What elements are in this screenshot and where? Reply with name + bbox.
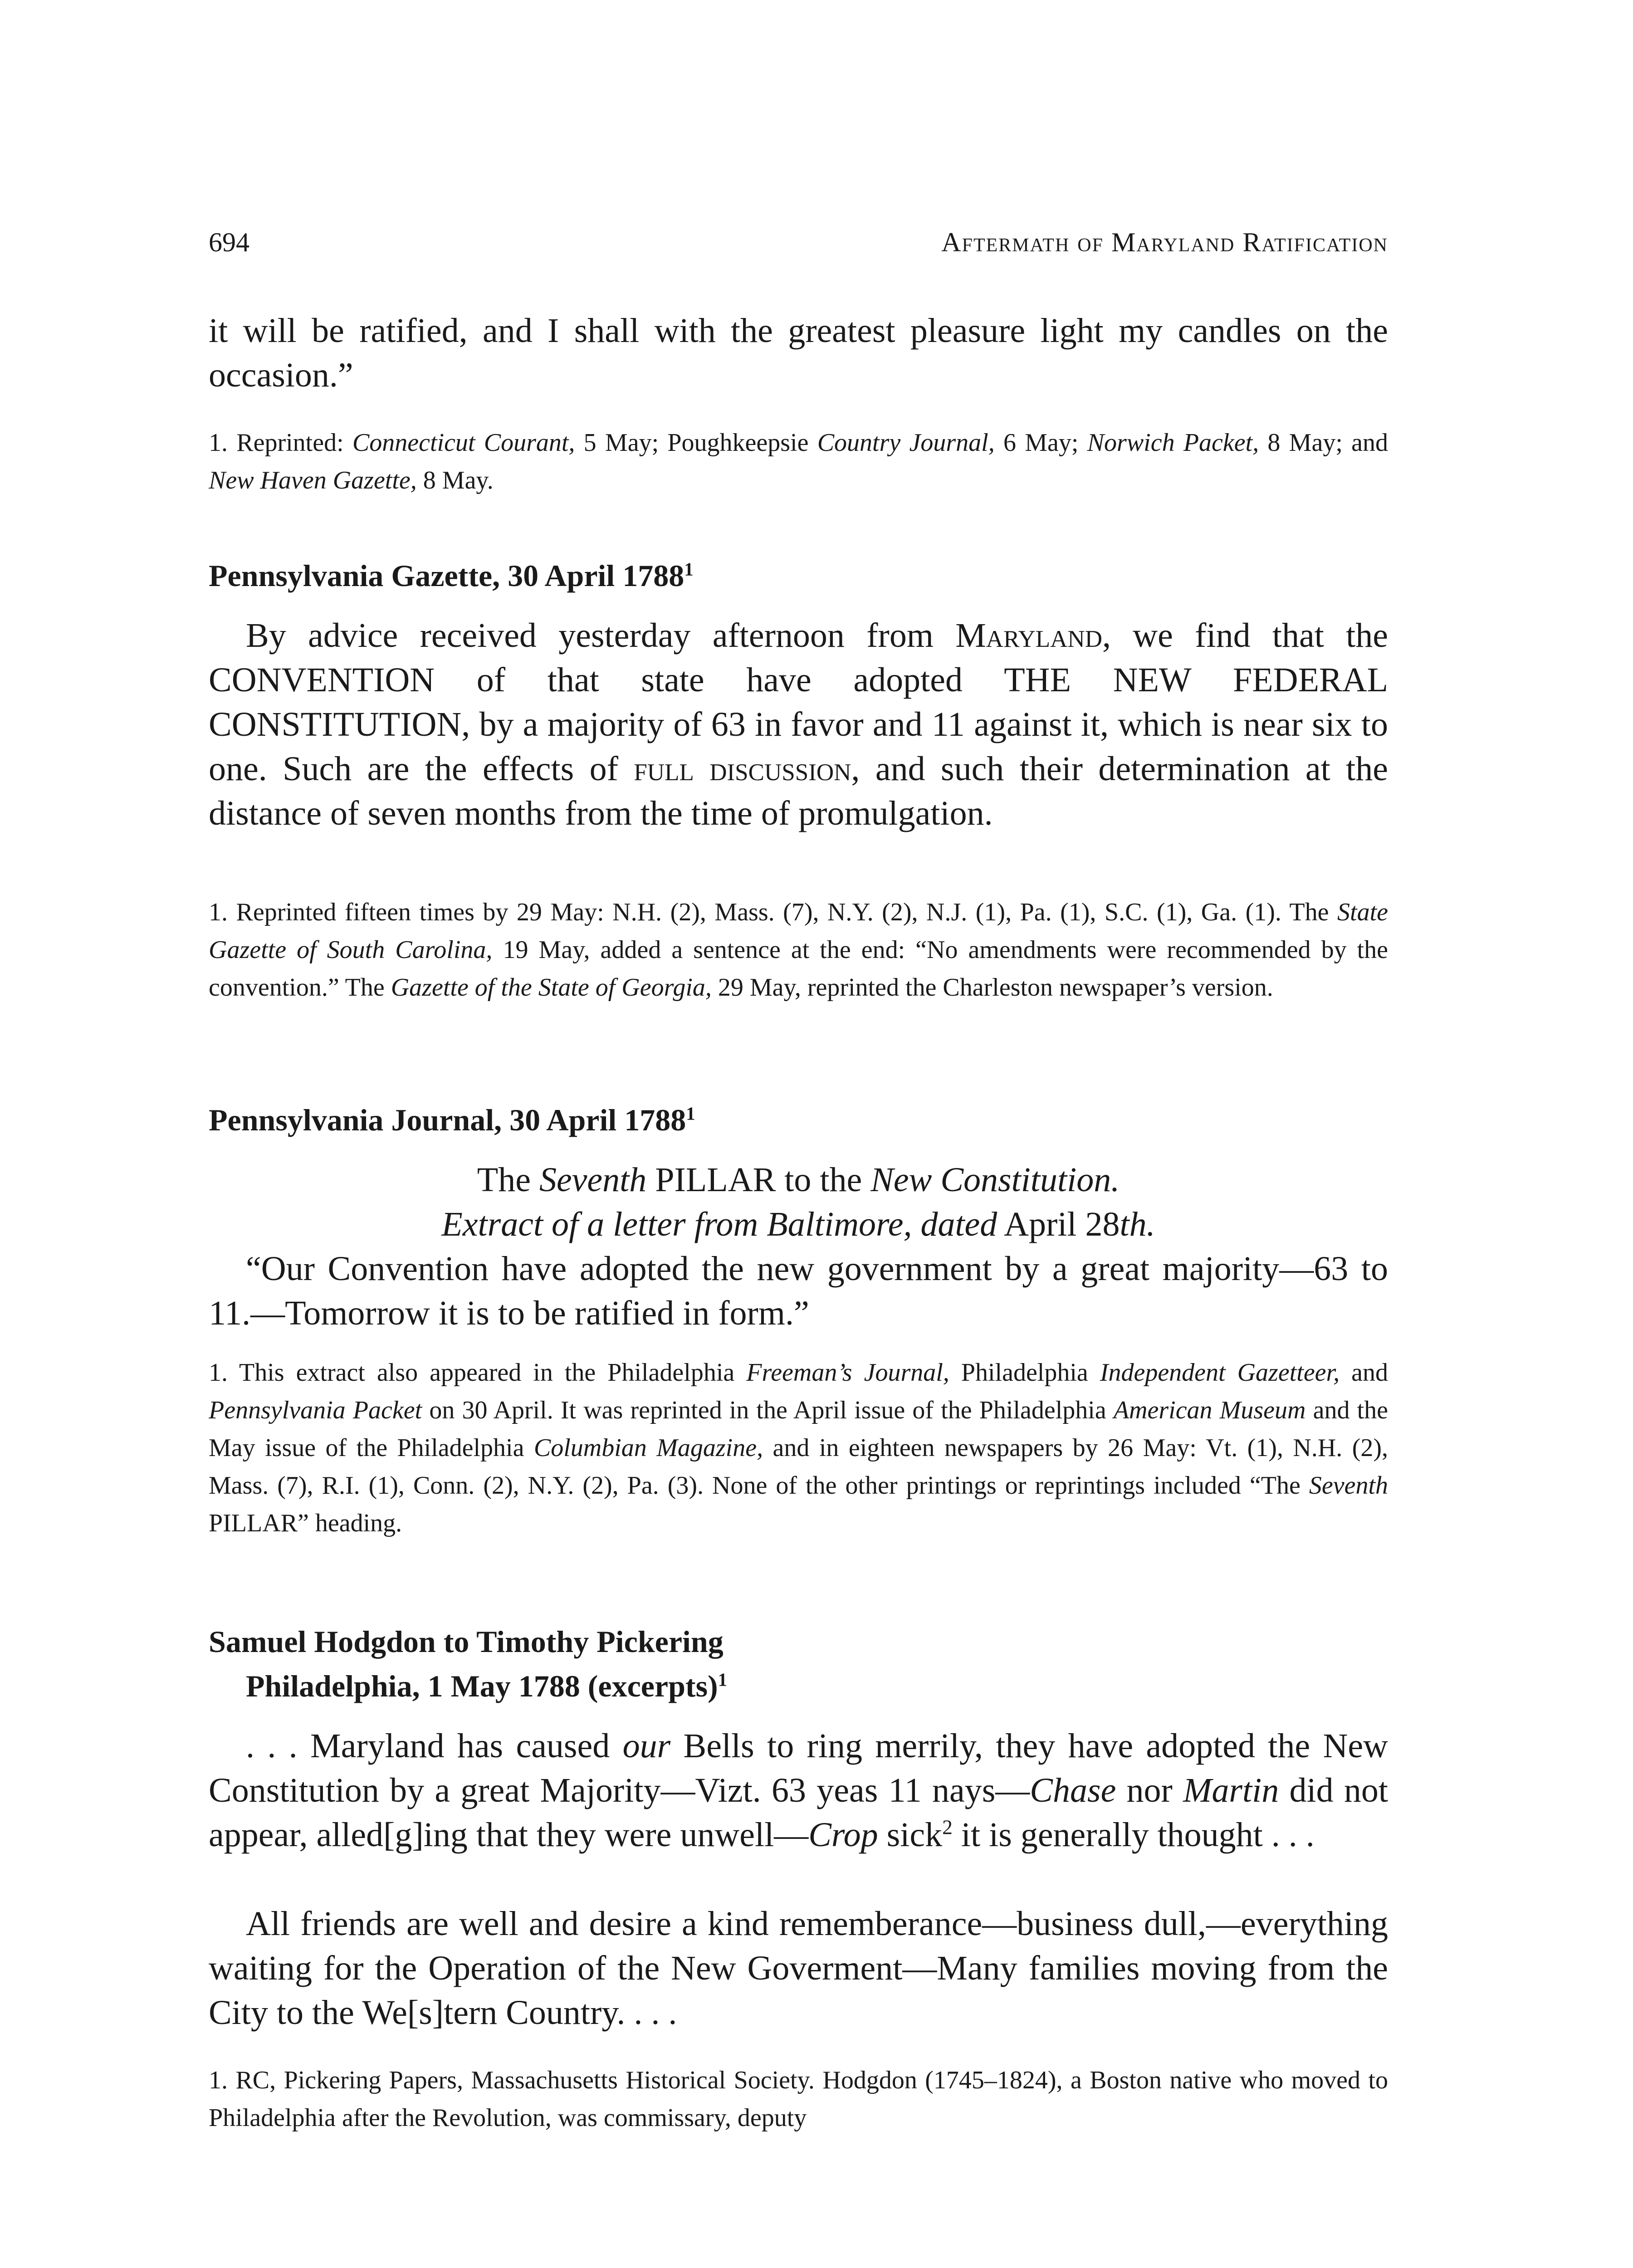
gazette-footnote: 1. Reprinted fifteen times by 29 May: N.H. (2), Mass. (7), N.Y. (2), N.J. (1), Pa. (1), S.C. (1), Ga. (1). The State Gazette of South Carolina, 19 May, added a sentence at the end: “No amendments were recommended by the convention.” The Gazette of the State of Georgia, 29 May, reprinted the Charleston newspaper’s version. bbox=[209, 898, 1388, 1002]
hodgdon-paragraph-1: . . . Maryland has caused our Bells to ring merrily, they have adopted the New Constitution by a great Majority—Vizt. 63 yeas 11 nays—Chase nor Martin did not appear, alled[g]ing that they were unwell—Crop sick$^2$ it is generally thought . . . bbox=[209, 1727, 1388, 1854]
section-heading-journal: Pennsylvania Journal, 30 April 1788$^1$ bbox=[209, 1103, 695, 1137]
document-page bbox=[209, 0, 1388, 2268]
page-header bbox=[209, 227, 1388, 263]
journal-quote: “Our Convention have adopted the new government by a great majority—63 to 11.—Tomorrow it is to be ratified in form.” bbox=[209, 1250, 1388, 1332]
running-title: Aftermath of Maryland Ratification bbox=[941, 227, 1388, 257]
intro-footnote: 1. Reprinted: Connecticut Courant, 5 May; Poughkeepsie Country Journal, 6 May; Norwich Packet, 8 May; and New Haven Gazette, 8 May. bbox=[209, 429, 1388, 494]
gazette-paragraph: By advice received yesterday afternoon from Maryland, we find that the CONVENTION of that state have adopted THE NEW FEDERAL CONSTITUTION, by a majority of 63 in favor and 11 against it, which is near six to one. Such are the effects of full discussion, and such their determination at the distance of seven months from the time of promulgation. bbox=[209, 616, 1389, 832]
section-heading-gazette: Pennsylvania Gazette, 30 April 1788$^1$ bbox=[209, 558, 694, 593]
footnote-ref: 2 bbox=[942, 1815, 953, 1839]
hodgdon-footnote: 1. RC, Pickering Papers, Massachusetts Historical Society. Hodgdon (1745–1824), a Boston native who moved to Philadelphia after the Revolution, was commissary, deputy bbox=[209, 2066, 1388, 2132]
section-subheading-hodgdon: Philadelphia, 1 May 1788 (excerpts)$^1$ bbox=[246, 1669, 728, 1703]
journal-footnote: 1. This extract also appeared in the Philadelphia Freeman’s Journal, Philadelphia Independent Gazetteer, and Pennsylvania Packet on 30 April. It was reprinted in the April issue of the Philadelphia American Museum and the May issue of the Philadelphia Columbian Magazine, and in eighteen newspapers by 26 May: Vt. (1), N.H. (2), Mass. (7), R.I. (1), Conn. (2), N.Y. (2), Pa. (3). None of the other printings or reprintings included “The Seventh PILLAR” heading. bbox=[209, 1359, 1389, 1537]
intro-paragraph: it will be ratified, and I shall with the greatest pleasure light my candles on the occasion.” bbox=[209, 312, 1388, 394]
page-number: 694 bbox=[209, 227, 249, 257]
journal-title-line: The Seventh PILLAR to the New Constitution. bbox=[477, 1161, 1120, 1199]
footnote-ref: 1 bbox=[718, 1669, 728, 1690]
hodgdon-paragraph-2: All friends are well and desire a kind rememberance—business dull,—everything waiting for the Operation of the New Goverment—Many families moving from the City to the We[s]tern Country. . . . bbox=[209, 1905, 1388, 2032]
journal-extract-line: Extract of a letter from Baltimore, dated April 28th. bbox=[441, 1205, 1155, 1243]
footnote-ref: 1 bbox=[686, 1103, 695, 1124]
footnote-ref: 1 bbox=[684, 559, 694, 580]
section-heading-hodgdon: Samuel Hodgdon to Timothy Pickering bbox=[209, 1624, 724, 1659]
